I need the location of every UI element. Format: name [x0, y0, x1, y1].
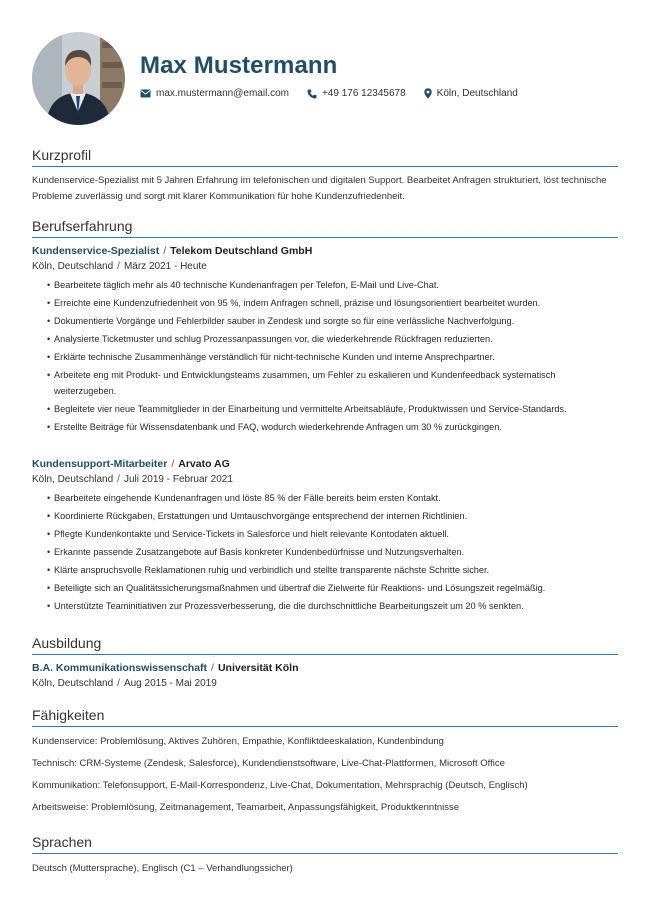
job-bullet: • Pflegte Kundenkontakte und Service-Tickets in Salesforce und hielt relevante Kontodaten aktuell.: [47, 526, 618, 542]
profile-photo: [32, 32, 125, 125]
job-location: Köln, Deutschland: [32, 261, 114, 272]
skill-line: Kommunikation: Telefonsupport, E-Mail-Korrespondenz, Live-Chat, Dokumentation, Mehrsprachig (Deutsch, Englisch): [32, 780, 528, 791]
contact-phone[interactable]: [307, 88, 406, 99]
education-meta: Köln, Deutschland / Aug 2015 - Mai 2019: [32, 678, 217, 689]
job-meta: Köln, Deutschland / Juli 2019 - Februar 2021: [32, 474, 233, 485]
skill-line: Technisch: CRM-Systeme (Zendesk, Salesforce), Kundendienstsoftware, Live-Chat-Plattformen, Microsoft Office: [32, 758, 505, 769]
email-text: max.mustermann@email.com: [156, 88, 289, 99]
profile-summary: Kundenservice-Spezialist mit 5 Jahren Erfahrung im telefonischen und digitalen Support. Bearbeitet Anfragen strukturiert, löst technische Probleme zuverlässig und sorgt mit klarer Kommunikation für hohe Kundenzufriedenheit.: [32, 175, 607, 202]
job-meta: Köln, Deutschland / März 2021 - Heute: [32, 261, 207, 272]
job-bullet: • Bearbeitete eingehende Kundenanfragen und löste 85 % der Fälle bereits beim ersten Kontakt.: [47, 490, 618, 506]
job-bullet: • Erstellte Beiträge für Wissensdatenbank und FAQ, wodurch wiederkehrende Anfragen um 30 % zurückgingen.: [47, 419, 618, 435]
skill-line: Kundenservice: Problemlösung, Aktives Zuhören, Empathie, Konfliktdeeskalation, Kundenbindung: [32, 736, 444, 747]
job-bullet: • Analysierte Ticketmuster und schlug Prozessanpassungen vor, die wiederkehrende Rückfragen reduzierten.: [47, 331, 618, 347]
resume-header: [32, 0, 618, 128]
job-bullet: • Koordinierte Rückgaben, Erstattungen und Umtauschvorgänge entsprechend der internen Richtlinien.: [47, 508, 618, 524]
email-icon: [140, 89, 151, 98]
education-school: Universität Köln: [217, 662, 299, 674]
education-location: Köln, Deutschland: [32, 678, 114, 689]
job-role: Kundenservice-Spezialist: [32, 245, 160, 257]
job-company: Telekom Deutschland GmbH: [170, 245, 313, 257]
job-location: Köln, Deutschland: [32, 474, 114, 485]
job-bullet: • Dokumentierte Vorgänge und Fehlerbilder sauber in Zendesk und sorgte so für eine verlässliche Nachverfolgung.: [47, 313, 618, 329]
location-pin-icon: [424, 88, 432, 99]
section-title-profile: Kurzprofil: [32, 147, 618, 167]
education-entry: [32, 661, 618, 691]
education-heading: B.A. Kommunikationswissenschaft / Universität Köln: [32, 662, 299, 674]
contact-email[interactable]: [140, 88, 289, 99]
job-bullet: • Unterstützte Teaminitiativen zur Prozessverbesserung, die die durchschnittliche Bearbeitungszeit um 20 % senkten.: [47, 598, 618, 614]
languages-section: [32, 834, 618, 876]
job-bullet: • Begleitete vier neue Teammitglieder in der Einarbeitung und vermittelte Arbeitsabläufe, Produktwissen und Service-Standards.: [47, 401, 618, 417]
job-company: Arvato AG: [178, 458, 230, 470]
job-bullets: [32, 490, 618, 614]
education-degree: B.A. Kommunikationswissenschaft: [32, 662, 208, 674]
languages-text: Deutsch (Muttersprache), Englisch (C1 – Verhandlungssicher): [32, 863, 293, 874]
job-bullet: • Erreichte eine Kundenzufriedenheit von 95 %, indem Anfragen schnell, präzise und lösungsorientiert bearbeitet wurden.: [47, 295, 618, 311]
education-period: Aug 2015 - Mai 2019: [123, 678, 217, 689]
job-entry: [32, 457, 618, 614]
section-title-skills: Fähigkeiten: [32, 707, 618, 727]
section-title-education: Ausbildung: [32, 635, 618, 655]
phone-icon: [307, 89, 317, 99]
job-bullets: [32, 277, 618, 435]
section-title-experience: Berufserfahrung: [32, 218, 618, 238]
location-text: Köln, Deutschland: [436, 88, 518, 99]
experience-section: [32, 218, 618, 616]
job-bullet: • Bearbeitete täglich mehr als 40 technische Kundenanfragen per Telefon, E-Mail und Live-Chat.: [47, 277, 618, 293]
candidate-name: Max Mustermann: [140, 52, 338, 79]
section-title-languages: Sprachen: [32, 834, 618, 854]
job-bullet: • Arbeitete eng mit Produkt- und Entwicklungsteams zusammen, um Fehler zu eskalieren und Kundenfeedback systematisch weiterzugeben.: [47, 367, 618, 399]
education-section: [32, 635, 618, 691]
job-entry: [32, 244, 618, 435]
job-heading: Kundenservice-Spezialist / Telekom Deutschland GmbH: [32, 245, 313, 257]
profile-section: [32, 147, 618, 205]
job-bullet: • Erkannte passende Zusatzangebote auf Basis konkreter Kundenbedürfnisse und Nutzungsverhalten.: [47, 544, 618, 560]
job-bullet: • Klärte anspruchsvolle Reklamationen ruhig und verbindlich und stellte transparente nächste Schritte sicher.: [47, 562, 618, 578]
skills-section: [32, 707, 618, 815]
skill-line: Arbeitsweise: Problemlösung, Zeitmanagement, Teamarbeit, Anpassungsfähigkeit, Produktkenntnisse: [32, 802, 460, 813]
contact-bar: [140, 88, 536, 99]
job-bullet: • Erklärte technische Zusammenhänge verständlich für nicht-technische Kunden und interne Ansprechpartner.: [47, 349, 618, 365]
contact-location: [424, 88, 518, 99]
job-bullet: • Beteiligte sich an Qualitätssicherungsmaßnahmen und übertraf die Zielwerte für Reaktions- und Lösungszeit regelmäßig.: [47, 580, 618, 596]
job-period: Juli 2019 - Februar 2021: [123, 474, 233, 485]
job-period: März 2021 - Heute: [123, 261, 207, 272]
job-heading: Kundensupport-Mitarbeiter / Arvato AG: [32, 458, 230, 470]
phone-text: +49 176 12345678: [321, 88, 406, 99]
job-role: Kundensupport-Mitarbeiter: [32, 458, 168, 470]
